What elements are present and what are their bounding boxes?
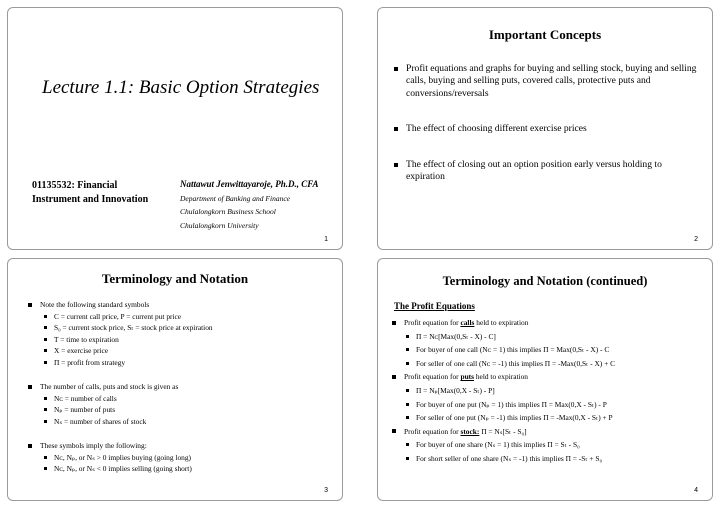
slide-title: Important Concepts — [488, 27, 602, 42]
course-line-1: 01135532: Financial — [32, 180, 118, 191]
school: Chulalongkorn Business School — [180, 207, 276, 216]
list-item: For buyer of one share (Nₛ = 1) this implies Π = Sₜ - S₀ — [416, 438, 704, 452]
stock-list — [416, 438, 704, 465]
item-text: held to expiration — [474, 318, 529, 327]
slide-4 — [377, 258, 713, 501]
page-number: 2 — [694, 236, 698, 243]
list-item: For buyer of one put (Nₚ = 1) this implies Π = Max(0,X - Sₜ) - P — [416, 398, 704, 412]
list-item — [40, 440, 340, 475]
list-item — [404, 425, 704, 466]
puts-list — [416, 384, 704, 425]
page-number: 3 — [324, 487, 328, 494]
author-name: Nattawut Jenwittayaroje, Ph.D., CFA — [180, 179, 319, 189]
list-item: The effect of closing out an option position early versus holding to expiration — [406, 159, 702, 184]
department: Department of Banking and Finance — [180, 193, 290, 203]
list-item: For seller of one call (Nᴄ = -1) this implies Π = -Max(0,Sₜ - X) + C — [416, 357, 704, 371]
item-text: Profit equation for — [404, 426, 461, 436]
list-item: Nᴄ, Nₚ, or Nₛ < 0 implies selling (going short) — [54, 463, 340, 475]
list-item: Π = Nᴄ[Max(0,Sₜ - X) - C] — [416, 330, 704, 344]
list-item: The effect of choosing different exercise prices — [406, 123, 702, 135]
list-item — [40, 381, 340, 427]
list-item: T = time to expiration — [54, 334, 340, 346]
calls-list — [416, 330, 704, 371]
item-text: Profit equation for — [404, 318, 461, 327]
slide-title: Terminology and Notation — [101, 271, 249, 286]
slide-2 — [377, 7, 713, 250]
item-text: Π = Nₛ[Sₜ - S₀] — [479, 426, 527, 436]
slide-3 — [7, 258, 343, 501]
list-item: Nₚ = number of puts — [54, 404, 340, 416]
list-item: C = current call price, P = current put price — [54, 311, 340, 323]
list-item: For short seller of one share (Nₛ = -1) this implies Π = -Sₜ + S₀ — [416, 452, 704, 466]
implication-list — [54, 452, 340, 475]
keyword: calls — [460, 318, 475, 327]
list-item: X = exercise price — [54, 345, 340, 357]
course-line-2: Instrument and Innovation — [32, 194, 149, 205]
symbol-list — [54, 311, 340, 369]
group-heading: These symbols imply the following: — [40, 441, 147, 450]
slide-title: Terminology and Notation (continued) — [442, 274, 648, 288]
list-item: Π = profit from strategy — [54, 357, 340, 369]
lecture-title: Lecture 1.1: Basic Option Strategies — [42, 77, 320, 98]
group-heading: Note the following standard symbols — [40, 300, 150, 309]
item-text: Profit equation for — [404, 372, 461, 382]
group-heading: The number of calls, puts and stock is given as — [40, 382, 179, 391]
keyword: puts — [460, 372, 475, 382]
list-item: Π = Nₚ[Max(0,X - Sₜ) - P] — [416, 384, 704, 398]
list-item: For seller of one put (Nₚ = -1) this implies Π = -Max(0,X - Sₜ) + P — [416, 411, 704, 425]
profit-equations-list — [404, 316, 704, 466]
keyword: stock: — [460, 426, 480, 436]
list-item: S₀ = current stock price, Sₜ = stock price at expiration — [54, 322, 340, 334]
list-item: Nᴄ = number of calls — [54, 393, 340, 405]
list-item — [404, 316, 704, 370]
list-item — [404, 370, 704, 424]
count-list — [54, 393, 340, 428]
author-block — [180, 178, 318, 232]
page-number: 4 — [694, 487, 698, 494]
notation-list — [40, 299, 340, 475]
university: Chulalongkorn University — [180, 220, 259, 230]
page-number: 1 — [324, 236, 328, 243]
list-item: Profit equations and graphs for buying and selling stock, buying and selling calls, buying and selling puts, covered calls, protective puts and conversions/reversals — [406, 63, 702, 100]
course-name — [32, 179, 148, 207]
list-item: For buyer of one call (Nᴄ = 1) this implies Π = Max(0,Sₜ - X) - C — [416, 343, 704, 357]
item-text: held to expiration — [474, 372, 528, 382]
list-item: Nᴄ, Nₚ, or Nₛ > 0 implies buying (going long) — [54, 452, 340, 464]
concept-list — [406, 63, 702, 206]
list-item — [40, 299, 340, 368]
list-item: Nₛ = number of shares of stock — [54, 416, 340, 428]
slide-1 — [7, 7, 343, 250]
section-title: The Profit Equations — [394, 301, 475, 311]
